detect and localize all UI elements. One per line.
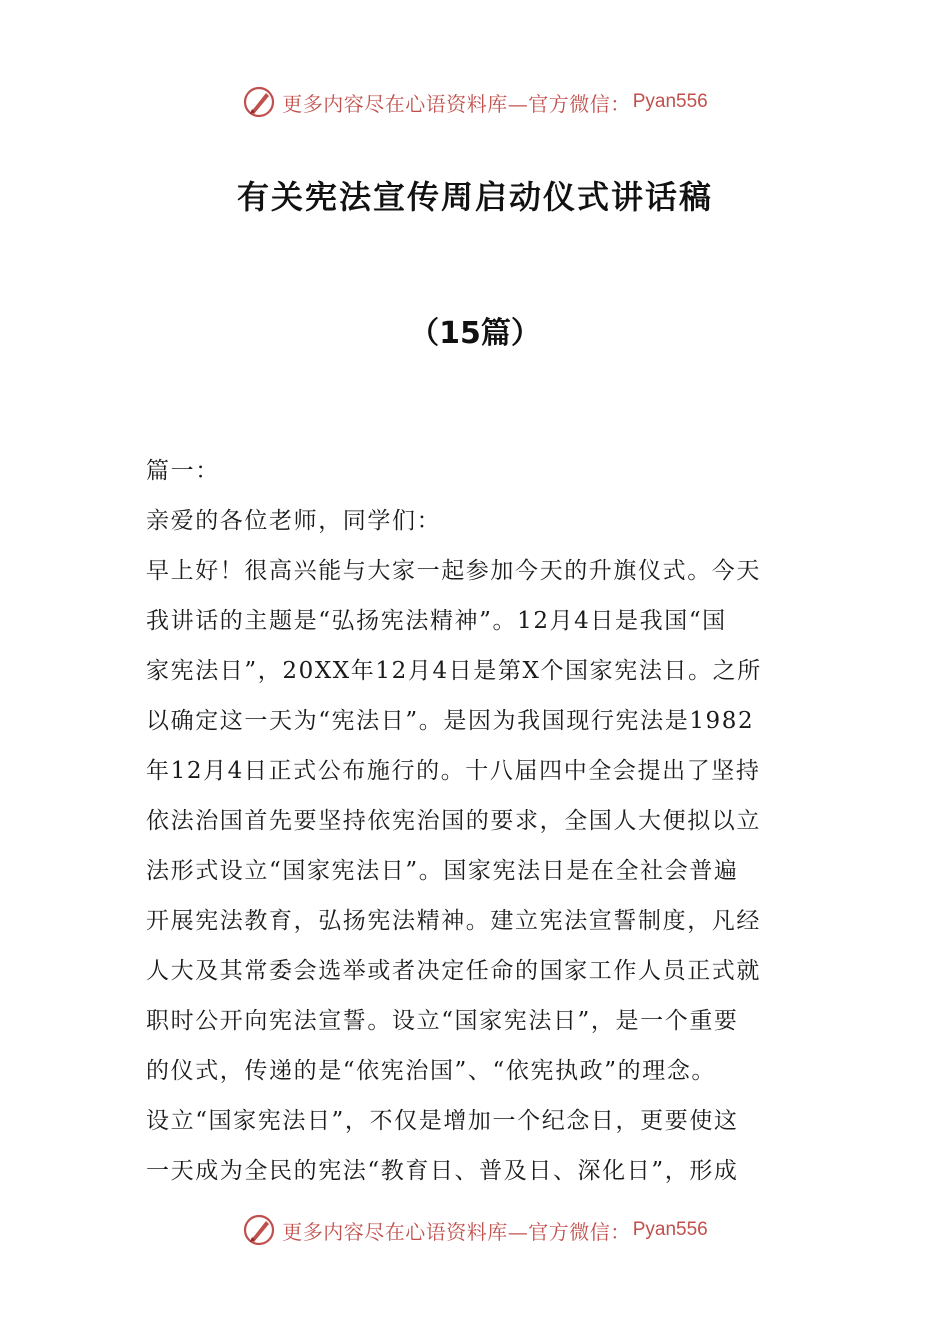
pen-logo-icon — [242, 85, 276, 119]
salutation: 亲爱的各位老师，同学们： — [146, 508, 442, 534]
document-title: 有关宪法宣传周启动仪式讲话稿 — [236, 178, 713, 216]
section-heading: 篇一： — [146, 458, 220, 484]
banner-text: 更多内容尽在心语资料库—官方微信： — [282, 1219, 631, 1244]
document-body — [146, 446, 806, 1196]
paragraph-line: 开展宪法教育，弘扬宪法精神。建立宪法宣誓制度，凡经 — [146, 908, 761, 934]
pen-logo-icon — [242, 1213, 276, 1247]
paragraph-line: 职时公开向宪法宣誓。设立“国家宪法日”，是一个重要 — [146, 1008, 739, 1034]
paragraph-line: 以确定这一天为“宪法日”。是因为我国现行宪法是1982 — [146, 708, 755, 734]
paragraph-line: 的仪式，传递的是“依宪治国”、“依宪执政”的理念。 — [146, 1058, 717, 1084]
wechat-id: Pyan556 — [632, 91, 708, 112]
paragraph-line: 人大及其常委会选举或者决定任命的国家工作人员正式就 — [146, 958, 761, 984]
paragraph-line: 早上好！很高兴能与大家一起参加今天的升旗仪式。今天 — [146, 558, 761, 584]
paragraph-line: 年12月4日正式公布施行的。十八届四中全会提出了坚持 — [146, 758, 761, 784]
paragraph-line: 依法治国首先要坚持依宪治国的要求，全国人大便拟以立 — [146, 808, 761, 834]
paragraph-line: 法形式设立“国家宪法日”。国家宪法日是在全社会普遍 — [146, 858, 739, 884]
paragraph-line: 设立“国家宪法日”，不仅是增加一个纪念日，更要使这 — [146, 1108, 739, 1134]
paragraph-line: 我讲话的主题是“弘扬宪法精神”。12月4日是我国“国 — [146, 608, 727, 634]
paragraph-line: 家宪法日”，20XX年12月4日是第X个国家宪法日。之所 — [146, 658, 762, 684]
wechat-id: Pyan556 — [632, 1219, 708, 1240]
paragraph-line: 一天成为全民的宪法“教育日、普及日、深化日”，形成 — [146, 1158, 739, 1184]
document-subtitle: （15篇） — [409, 316, 541, 351]
footer-banner — [0, 1210, 950, 1250]
header-banner — [0, 82, 950, 122]
banner-text: 更多内容尽在心语资料库—官方微信： — [282, 91, 631, 116]
